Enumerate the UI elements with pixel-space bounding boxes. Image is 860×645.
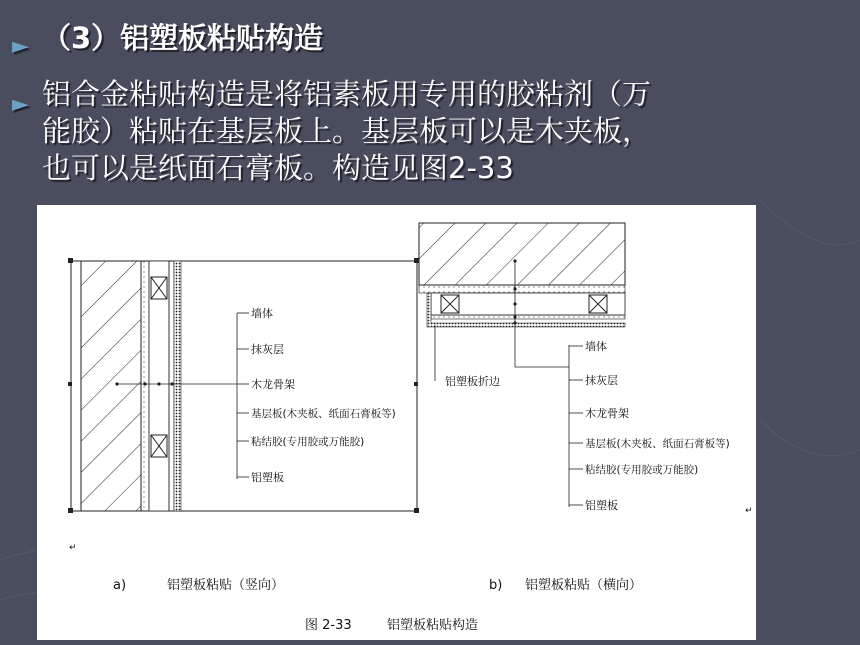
diagram-b-horizontal (419, 223, 753, 516)
triangle-right-bullet-icon: ► (12, 34, 29, 59)
heading-text: （3）铝塑板粘贴构造 (42, 21, 324, 55)
figure-number: 图 2-33 (305, 618, 352, 633)
figure-title: 铝塑板粘贴构造 (387, 618, 479, 633)
label-b-glue: 粘结胶(专用胶或万能胶) (585, 464, 699, 476)
label-b-panel: 铝塑板 (585, 499, 618, 512)
slide-heading (12, 20, 323, 57)
diagram-a-vertical (68, 258, 419, 513)
paragraph-line: 也可以是纸面石膏板。构造见图2-33 (42, 151, 514, 185)
label-a-base: 基层板(木夹板、纸面石膏板等) (251, 408, 396, 420)
svg-text:↵: ↵ (745, 506, 753, 516)
label-a-glue: 粘结胶(专用胶或万能胶) (251, 436, 365, 448)
construction-diagram (37, 205, 756, 640)
label-a-plaster: 抹灰层 (251, 343, 284, 356)
caption-b: 铝塑板粘贴（横向） (525, 578, 643, 593)
label-b-plaster: 抹灰层 (585, 374, 618, 387)
paragraph-line: 铝合金粘贴构造是将铝素板用专用的胶粘剂（万 (42, 77, 652, 111)
label-a-panel: 铝塑板 (251, 471, 284, 484)
caption-a: 铝塑板粘贴（竖向） (167, 578, 285, 593)
figure-panel (37, 205, 756, 640)
label-b-fold-edge: 铝塑板折边 (445, 375, 500, 388)
label-b-base: 基层板(木夹板、纸面石膏板等) (585, 438, 730, 450)
caption-a-marker: a) (113, 578, 127, 593)
triangle-right-bullet-icon: ► (12, 92, 29, 117)
svg-text:↵: ↵ (69, 543, 77, 553)
caption-b-marker: b) (489, 578, 503, 593)
label-a-wall: 墙体 (251, 307, 273, 320)
label-a-frame: 木龙骨架 (251, 378, 295, 391)
paragraph-line: 能胶）粘贴在基层板上。基层板可以是木夹板， (42, 114, 652, 148)
label-b-frame: 木龙骨架 (585, 407, 629, 420)
label-b-wall: 墙体 (585, 340, 607, 353)
slide-paragraph (12, 76, 852, 187)
